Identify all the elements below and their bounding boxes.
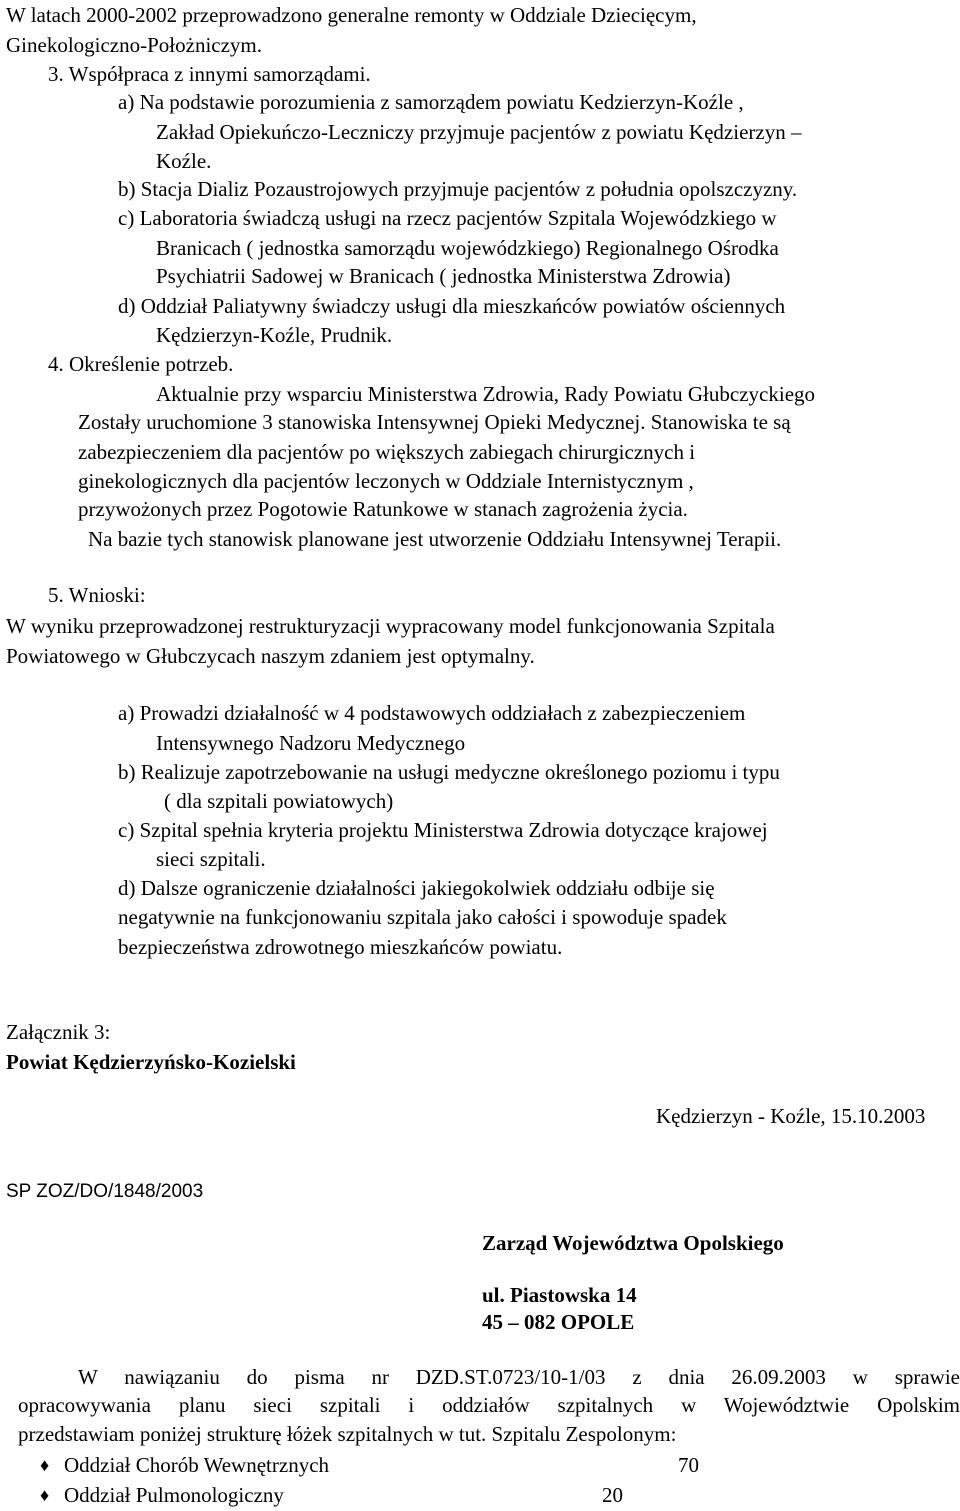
text-line: ( dla szpitali powiatowych) — [164, 789, 394, 813]
section-heading-4: 4. Określenie potrzeb. — [48, 352, 234, 376]
text-line: opracowywania planu sieci szpitali i oddziałów szpitalnych w Województwie Opolskim — [18, 1393, 960, 1417]
recipient-city: 45 – 082 OPOLE — [482, 1310, 635, 1334]
reference-number: SP ZOZ/DO/1848/2003 — [6, 1181, 204, 1202]
text-line: Powiatowego w Głubczycach naszym zdaniem jest optymalny. — [6, 644, 535, 668]
list-item-a: a) Prowadzi działalność w 4 podstawowych oddziałach z zabezpieczeniem — [118, 701, 746, 725]
text-line: zabezpieczeniem dla pacjentów po większych zabiegach chirurgicznych i — [78, 440, 696, 464]
diamond-bullet-icon: ♦ — [40, 1455, 50, 1475]
text-line: przedstawiam poniżej strukturę łóżek szpitalnych w tut. Szpitalu Zespolonym: — [18, 1422, 677, 1446]
text-line: Ginekologiczno-Położniczym. — [6, 33, 263, 57]
recipient-name: Zarząd Województwa Opolskiego — [482, 1231, 784, 1255]
diamond-bullet-icon: ♦ — [40, 1485, 50, 1505]
list-item-c: c) Laboratoria świadczą usługi na rzecz pacjentów Szpitala Wojewódzkiego w — [118, 206, 777, 230]
list-item-value: 20 — [602, 1483, 623, 1507]
list-item-value: 70 — [678, 1453, 699, 1477]
text-line: sieci szpitali. — [156, 847, 266, 871]
text-line: Intensywnego Nadzoru Medycznego — [156, 731, 466, 755]
attachment-label: Załącznik 3: — [6, 1020, 111, 1044]
list-item-c: c) Szpital spełnia kryteria projektu Ministerstwa Zdrowia dotyczące krajowej — [118, 818, 768, 842]
list-item-a: a) Na podstawie porozumienia z samorządem powiatu Kedzierzyn-Koźle , — [118, 90, 744, 114]
attachment-title: Powiat Kędzierzyńsko-Kozielski — [6, 1050, 296, 1074]
recipient-street: ul. Piastowska 14 — [482, 1283, 637, 1307]
text-line: W latach 2000-2002 przeprowadzono generalne remonty w Oddziale Dziecięcym, — [6, 3, 697, 27]
section-heading-5: 5. Wnioski: — [48, 583, 146, 607]
text-line: Kędzierzyn-Koźle, Prudnik. — [156, 323, 393, 347]
list-item-b: b) Realizuje zapotrzebowanie na usługi medyczne określonego poziomu i typu — [118, 760, 780, 784]
list-item-b: b) Stacja Dializ Pozaustrojowych przyjmuje pacjentów z południa opolszczyzny. — [118, 177, 798, 201]
section-heading-3: 3. Współpraca z innymi samorządami. — [48, 62, 371, 86]
text-line: negatywnie na funkcjonowaniu szpitala jako całości i spowoduje spadek — [118, 905, 727, 929]
list-item-name: Oddział Chorób Wewnętrznych — [64, 1453, 330, 1477]
text-line: Aktualnie przy wsparciu Ministerstwa Zdrowia, Rady Powiatu Głubczyckiego — [156, 382, 816, 406]
letter-date: Kędzierzyn - Koźle, 15.10.2003 — [656, 1104, 926, 1128]
text-line: ginekologicznych dla pacjentów leczonych w Oddziale Internistycznym , — [78, 469, 694, 493]
text-line: W nawiązaniu do pisma nr DZD.ST.0723/10-1/03 z dnia 26.09.2003 w sprawie — [78, 1365, 960, 1389]
list-item-name: Oddział Pulmonologiczny — [64, 1483, 284, 1507]
text-line: Psychiatrii Sadowej w Branicach ( jednostka Ministerstwa Zdrowia) — [156, 264, 731, 288]
list-item-d: d) Oddział Paliatywny świadczy usługi dla mieszkańców powiatów ościennych — [118, 294, 786, 318]
text-line: Branicach ( jednostka samorządu wojewódzkiego) Regionalnego Ośrodka — [156, 236, 779, 260]
list-item-d: d) Dalsze ograniczenie działalności jakiegokolwiek oddziału odbije się — [118, 876, 715, 900]
text-line: Zostały uruchomione 3 stanowiska Intensywnej Opieki Medycznej. Stanowiska te są — [78, 410, 791, 434]
text-line: bezpieczeństwa zdrowotnego mieszkańców powiatu. — [118, 935, 563, 959]
text-line: Zakład Opiekuńczo-Leczniczy przyjmuje pacjentów z powiatu Kędzierzyn – — [156, 120, 802, 144]
text-line: Na bazie tych stanowisk planowane jest utworzenie Oddziału Intensywnej Terapii. — [88, 527, 782, 551]
text-line: W wyniku przeprowadzonej restrukturyzacji wypracowany model funkcjonowania Szpitala — [6, 614, 775, 638]
text-line: Koźle. — [156, 149, 212, 173]
text-line: przywożonych przez Pogotowie Ratunkowe w stanach zagrożenia życia. — [78, 497, 688, 521]
